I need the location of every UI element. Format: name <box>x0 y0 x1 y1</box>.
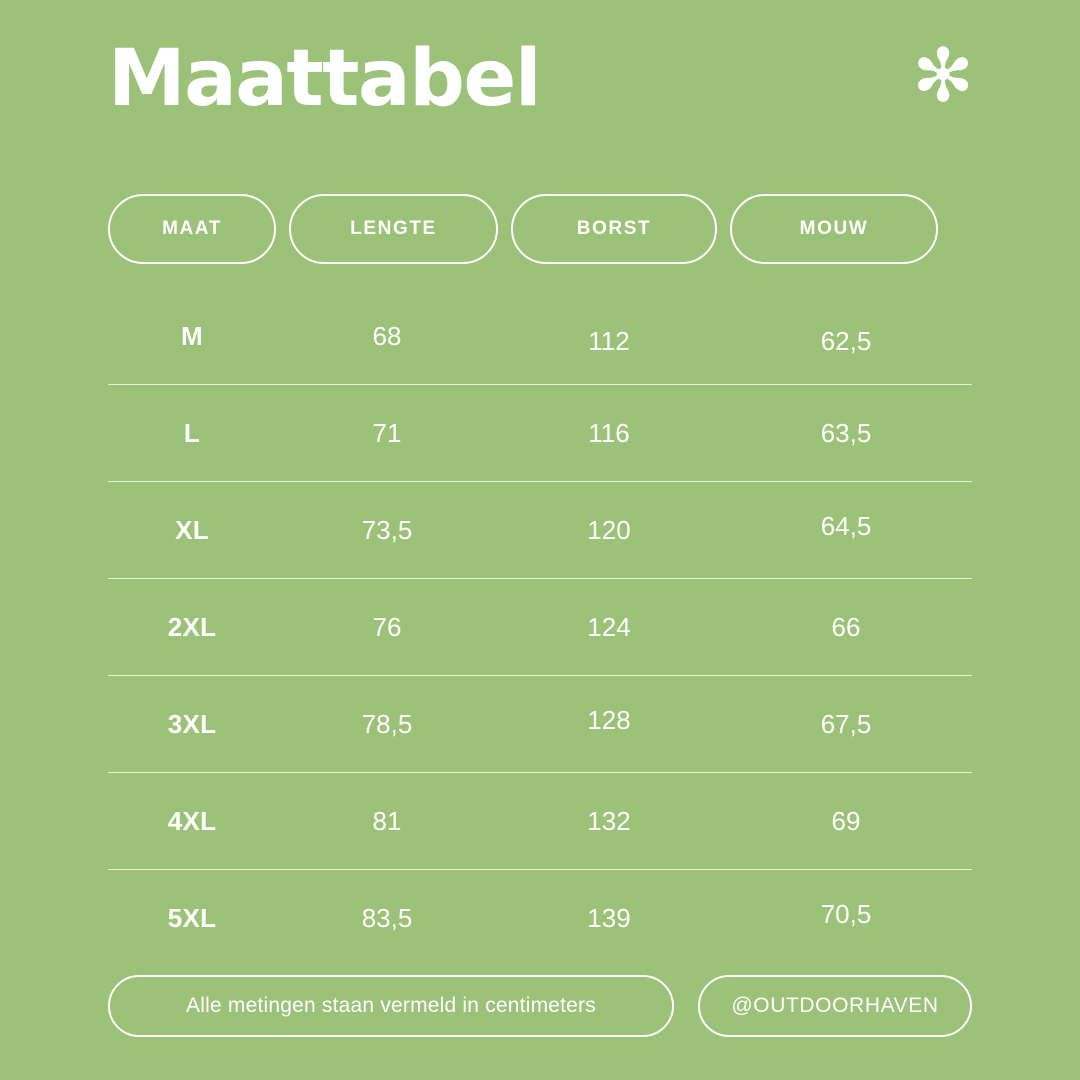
cell-lengte: 83,5 <box>361 902 413 933</box>
table-header-row <box>108 194 972 264</box>
cell-borst: 120 <box>587 514 631 545</box>
cell-lengte: 81 <box>372 805 402 836</box>
cell-borst: 139 <box>587 902 631 933</box>
cell-size: L <box>183 417 201 448</box>
column-header-borst: BORST <box>511 194 717 264</box>
cell-size: XL <box>175 514 209 545</box>
footer <box>108 975 972 1037</box>
table-row <box>108 675 972 772</box>
cell-borst: 132 <box>587 805 631 836</box>
cell-mouw: 66 <box>831 611 861 642</box>
cell-lengte: 73,5 <box>361 514 413 545</box>
header <box>108 24 980 134</box>
cell-lengte: 68 <box>372 320 402 351</box>
cell-size: 2XL <box>167 611 217 642</box>
cell-size: 4XL <box>167 805 217 836</box>
column-header-lengte: LENGTE <box>289 194 498 264</box>
measurement-note: Alle metingen staan vermeld in centimeters <box>108 975 674 1037</box>
table-row <box>108 869 972 966</box>
cell-mouw: 70,5 <box>820 898 872 929</box>
page-title: Maattabel <box>108 34 541 124</box>
table-row <box>108 481 972 578</box>
column-header-maat: MAAT <box>108 194 276 264</box>
cell-mouw: 63,5 <box>820 417 872 448</box>
table-row <box>108 578 972 675</box>
asterisk-icon: ✻ <box>911 33 974 119</box>
cell-borst: 116 <box>588 417 630 448</box>
cell-lengte: 71 <box>372 417 402 448</box>
cell-lengte: 78,5 <box>361 708 413 739</box>
cell-borst: 128 <box>587 704 631 735</box>
cell-mouw: 64,5 <box>820 510 872 541</box>
social-handle[interactable]: @OUTDOORHAVEN <box>698 975 972 1037</box>
cell-size: M <box>181 320 203 351</box>
cell-size: 5XL <box>167 902 217 933</box>
size-table <box>108 288 972 966</box>
cell-mouw: 67,5 <box>820 708 872 739</box>
table-row <box>108 288 972 384</box>
cell-lengte: 76 <box>372 611 402 642</box>
table-row <box>108 384 972 481</box>
cell-mouw: 62,5 <box>820 325 872 356</box>
table-row <box>108 772 972 869</box>
cell-borst: 124 <box>587 611 631 642</box>
cell-borst: 112 <box>588 325 630 356</box>
column-header-mouw: MOUW <box>730 194 938 264</box>
cell-mouw: 69 <box>831 805 861 836</box>
cell-size: 3XL <box>167 708 217 739</box>
